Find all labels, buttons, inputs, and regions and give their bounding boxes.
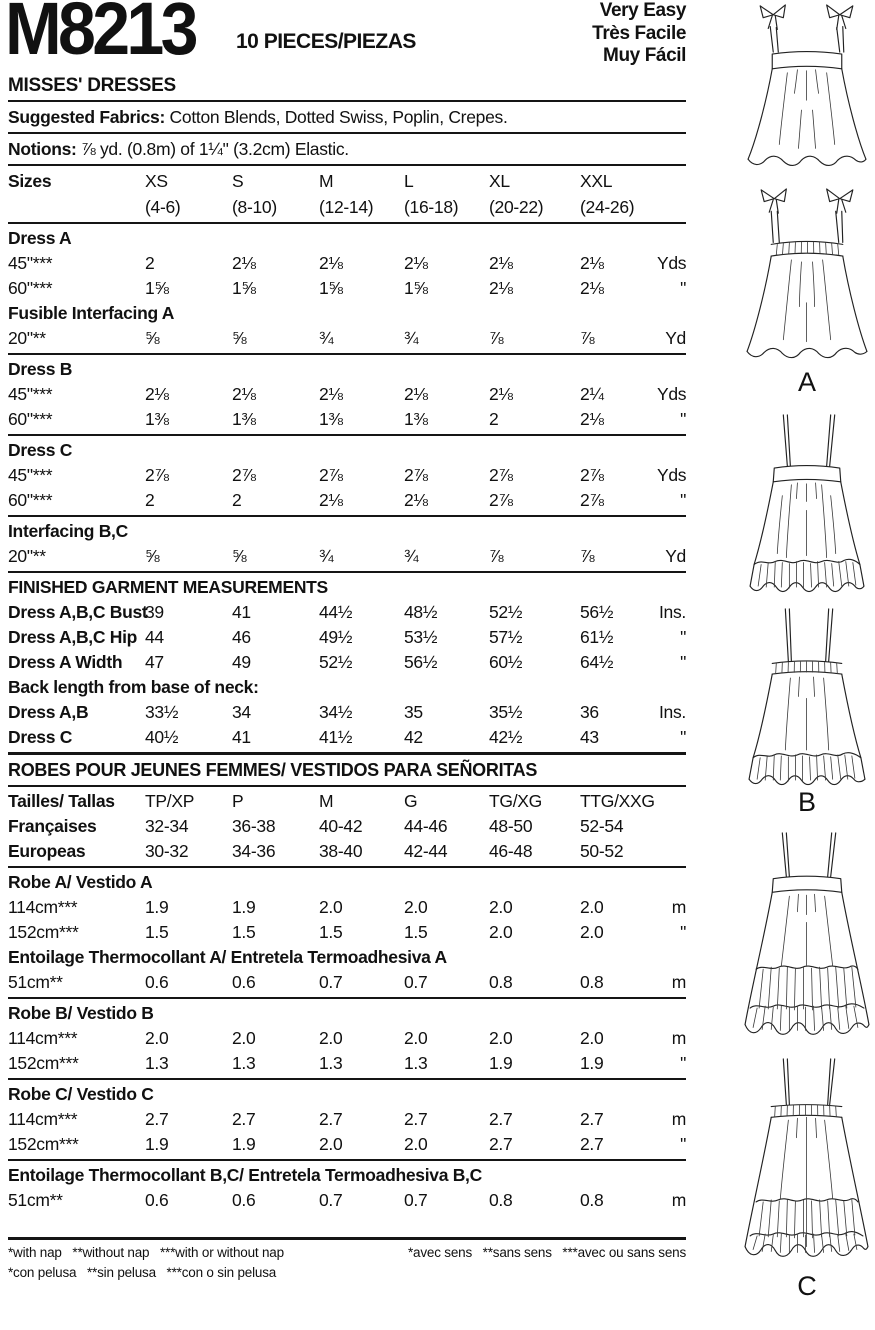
value-cell: 2⅞: [580, 490, 604, 510]
size-name: XS: [145, 171, 168, 191]
value-cell: 2.7: [489, 1134, 513, 1154]
value-cell: 35: [404, 702, 423, 722]
table-row: [8, 1188, 686, 1213]
value-cell: 2: [145, 490, 155, 510]
row-label: 51cm**: [8, 972, 63, 992]
value-cell: 2.0: [489, 922, 513, 942]
value-cell: 1.9: [145, 1134, 169, 1154]
section-heading: Entoilage Thermocollant B,C/ Entretela Termoadhesiva B,C: [8, 1165, 482, 1185]
row-label: Dress A,B,C Hip: [8, 627, 138, 647]
value-cell: 1.3: [145, 1053, 169, 1073]
difficulty-fr: Très Facile: [592, 22, 686, 44]
value-cell: 41½: [319, 727, 353, 747]
value-cell: 46: [232, 627, 251, 647]
divider: [8, 997, 686, 999]
unit-cell: m: [671, 1190, 686, 1210]
size-range: (12-14): [319, 197, 374, 217]
value-cell: 2⅞: [232, 465, 256, 485]
section-heading: Dress C: [8, 440, 73, 460]
table-row: [8, 650, 686, 675]
value-cell: 2⅛: [232, 253, 256, 273]
row-label: 152cm***: [8, 1053, 79, 1073]
unit-cell: ": [680, 1134, 686, 1154]
row-label: Europeas: [8, 841, 86, 861]
value-cell: 64½: [580, 652, 614, 672]
size-name: XL: [489, 171, 510, 191]
divider: [8, 353, 686, 355]
value-cell: ¾: [319, 546, 334, 566]
footnotes: [8, 1243, 686, 1283]
fabrics-label: Suggested Fabrics:: [8, 107, 165, 127]
value-cell: ⅞: [489, 546, 504, 566]
value-cell: 1.5: [319, 922, 343, 942]
value-cell: 46-48: [489, 841, 533, 861]
value-cell: 44: [145, 627, 164, 647]
view-label-c: C: [797, 1271, 817, 1301]
value-cell: ⅝: [145, 546, 160, 566]
value-cell: 2.7: [232, 1109, 256, 1129]
value-cell: 30-32: [145, 841, 189, 861]
section-heading: Entoilage Thermocollant A/ Entretela Termoadhesiva A: [8, 947, 447, 967]
value-cell: ⅝: [232, 328, 247, 348]
value-cell: 53½: [404, 627, 438, 647]
difficulty-en: Very Easy: [599, 0, 686, 21]
difficulty-block: [592, 0, 686, 68]
value-cell: 2.7: [580, 1134, 604, 1154]
value-cell: 1⅜: [319, 409, 343, 429]
divider: [8, 1159, 686, 1161]
dress-a-back-illustration: [739, 186, 875, 366]
unit-cell: m: [671, 972, 686, 992]
value-cell: 44-46: [404, 816, 448, 836]
size-range: (4-6): [145, 197, 181, 217]
value-cell: 1.9: [232, 897, 256, 917]
size-header: [8, 168, 686, 220]
value-cell: 57½: [489, 627, 523, 647]
value-cell: 52½: [489, 602, 523, 622]
divider: [8, 571, 686, 573]
value-cell: 2⅞: [580, 465, 604, 485]
unit-cell: m: [671, 897, 686, 917]
pattern-number: M8213: [5, 0, 195, 70]
category-title: MISSES' DRESSES: [8, 75, 176, 96]
value-cell: 1⅝: [145, 278, 169, 298]
value-cell: 2⅛: [404, 253, 428, 273]
value-cell: ¾: [404, 546, 419, 566]
section-heading: Robe A/ Vestido A: [8, 872, 153, 892]
divider: [8, 785, 686, 787]
value-cell: 0.6: [232, 1190, 256, 1210]
table-row: [8, 407, 686, 432]
value-cell: 2.0: [145, 1028, 169, 1048]
value-cell: 61½: [580, 627, 614, 647]
value-cell: 43: [580, 727, 599, 747]
row-label: Dress C: [8, 727, 73, 747]
table-row: [8, 382, 686, 407]
unit-cell: ": [680, 490, 686, 510]
value-cell: 2.0: [232, 1028, 256, 1048]
footnote-english: *with nap **without nap ***with or without nap: [8, 1245, 284, 1260]
unit-cell: ": [680, 652, 686, 672]
view-label-b: B: [797, 787, 816, 817]
divider: [8, 434, 686, 436]
unit-cell: ": [680, 627, 686, 647]
table-row: [8, 814, 686, 839]
value-cell: 1.9: [145, 897, 169, 917]
section-heading: Robe B/ Vestido B: [8, 1003, 154, 1023]
size-range: (24-26): [580, 197, 635, 217]
row-label: 51cm**: [8, 1190, 63, 1210]
unit-cell: [657, 839, 686, 864]
view-label-a: A: [797, 367, 816, 397]
table-row: [8, 1051, 686, 1076]
section-heading: Fusible Interfacing A: [8, 303, 175, 323]
value-cell: 1.9: [489, 1053, 513, 1073]
row-label: 45"***: [8, 384, 53, 404]
section-heading: Dress A: [8, 228, 72, 248]
row-label: Dress A,B,C Bust: [8, 602, 148, 622]
value-cell: 0.8: [489, 972, 513, 992]
row-label: 114cm***: [8, 1028, 78, 1048]
value-cell: 1⅝: [232, 278, 256, 298]
table-row: [8, 544, 686, 569]
unit-cell: Yd: [665, 328, 686, 348]
dress-c-back-illustration: [739, 1056, 875, 1268]
row-label: 152cm***: [8, 922, 79, 942]
value-cell: M: [319, 791, 334, 811]
value-cell: ⅝: [232, 546, 247, 566]
value-cell: 2⅛: [489, 384, 513, 404]
value-cell: 2: [145, 253, 155, 273]
unit-cell: m: [671, 1028, 686, 1048]
value-cell: 2⅛: [580, 278, 604, 298]
value-cell: 2.0: [404, 897, 428, 917]
dress-c-front-illustration: [739, 830, 875, 1046]
value-cell: 44½: [319, 602, 353, 622]
divider: [8, 132, 686, 134]
value-cell: 42-44: [404, 841, 448, 861]
value-cell: 1.9: [232, 1134, 256, 1154]
value-cell: 2¼: [580, 384, 604, 404]
value-cell: 1.9: [580, 1053, 604, 1073]
row-label: 114cm***: [8, 897, 78, 917]
divider: [8, 222, 686, 224]
value-cell: 2⅛: [319, 490, 343, 510]
value-cell: 1.3: [404, 1053, 428, 1073]
value-cell: 2⅛: [145, 384, 169, 404]
unit-cell: [657, 814, 686, 839]
size-range: (16-18): [404, 197, 459, 217]
table-row: [8, 839, 686, 864]
section-heading: Back length from base of neck:: [8, 677, 259, 697]
row-label: 20"**: [8, 546, 46, 566]
value-cell: 0.8: [489, 1190, 513, 1210]
value-cell: 2.0: [580, 1028, 604, 1048]
value-cell: 34-36: [232, 841, 276, 861]
table-row: [8, 970, 686, 995]
divider: [8, 752, 686, 755]
value-cell: 41: [232, 602, 251, 622]
value-cell: 2⅛: [404, 384, 428, 404]
dress-a-front-illustration: [739, 0, 875, 172]
table-row: [8, 789, 686, 814]
value-cell: ¾: [319, 328, 334, 348]
value-cell: TTG/XXG: [580, 791, 655, 811]
value-cell: 2.0: [319, 1028, 343, 1048]
value-cell: 2⅛: [319, 253, 343, 273]
value-cell: ⅞: [580, 546, 595, 566]
divider: [8, 1078, 686, 1080]
value-cell: 40-42: [319, 816, 363, 836]
value-cell: 2.7: [580, 1109, 604, 1129]
table-title: ROBES POUR JEUNES FEMMES/ VESTIDOS PARA SEÑORITAS: [8, 760, 538, 780]
row-label: 60"***: [8, 409, 53, 429]
value-cell: 0.7: [319, 972, 343, 992]
value-cell: 41: [232, 727, 251, 747]
footnote-french: *avec sens **sans sens ***avec ou sans sens: [407, 1245, 686, 1260]
table-row: [8, 600, 686, 625]
row-label: 45"***: [8, 253, 53, 273]
value-cell: 2.0: [319, 1134, 343, 1154]
value-cell: 2⅛: [232, 384, 256, 404]
value-cell: 52-54: [580, 816, 624, 836]
value-cell: 0.6: [232, 972, 256, 992]
divider: [8, 515, 686, 517]
row-label: 114cm***: [8, 1109, 78, 1129]
value-cell: 33½: [145, 702, 179, 722]
value-cell: 1.5: [232, 922, 256, 942]
value-cell: 34½: [319, 702, 353, 722]
value-cell: 0.6: [145, 972, 169, 992]
size-name: S: [232, 171, 244, 191]
table-row: [8, 1132, 686, 1157]
value-cell: 38-40: [319, 841, 363, 861]
value-cell: ⅞: [489, 328, 504, 348]
unit-cell: ": [680, 727, 686, 747]
divider: [8, 164, 686, 166]
yardage-table: [8, 168, 686, 1213]
value-cell: 32-34: [145, 816, 189, 836]
section-heading: Robe C/ Vestido C: [8, 1084, 154, 1104]
value-cell: 47: [145, 652, 164, 672]
value-cell: 1.3: [232, 1053, 256, 1073]
section-heading: Interfacing B,C: [8, 521, 128, 541]
value-cell: 2.0: [489, 897, 513, 917]
value-cell: 34: [232, 702, 251, 722]
value-cell: 2⅞: [489, 465, 513, 485]
size-name: L: [404, 171, 414, 191]
value-cell: 42½: [489, 727, 523, 747]
difficulty-es: Muy Fácil: [603, 45, 686, 66]
unit-cell: Yd: [665, 546, 686, 566]
value-cell: 39: [145, 602, 164, 622]
row-label: Dress A,B: [8, 702, 89, 722]
unit-cell: Ins.: [658, 702, 686, 722]
pieces-count: 10 PIECES/PIEZAS: [236, 30, 416, 53]
value-cell: 2.0: [489, 1028, 513, 1048]
unit-cell: ": [680, 922, 686, 942]
value-cell: 1⅝: [404, 278, 428, 298]
size-header-label: Sizes: [8, 171, 52, 191]
dress-b-front-illustration: [739, 412, 875, 594]
table-row: [8, 251, 686, 276]
size-range: (8-10): [232, 197, 277, 217]
notions-label: Notions:: [8, 139, 77, 159]
value-cell: 2.7: [145, 1109, 169, 1129]
value-cell: TG/XG: [489, 791, 542, 811]
value-cell: 2: [489, 409, 499, 429]
value-cell: ¾: [404, 328, 419, 348]
table-row: [8, 326, 686, 351]
value-cell: 1⅜: [145, 409, 169, 429]
row-label: 60"***: [8, 278, 53, 298]
table-row: [8, 488, 686, 513]
table-row: [8, 725, 686, 750]
value-cell: 35½: [489, 702, 523, 722]
value-cell: 49: [232, 652, 251, 672]
value-cell: 2⅛: [319, 384, 343, 404]
value-cell: ⅝: [145, 328, 160, 348]
value-cell: 0.7: [404, 1190, 428, 1210]
value-cell: 48-50: [489, 816, 533, 836]
value-cell: 2⅛: [580, 253, 604, 273]
value-cell: 36: [580, 702, 599, 722]
value-cell: 0.7: [319, 1190, 343, 1210]
value-cell: 2⅞: [145, 465, 169, 485]
value-cell: 48½: [404, 602, 438, 622]
value-cell: 1⅜: [232, 409, 256, 429]
value-cell: 2⅛: [580, 409, 604, 429]
section-heading: FINISHED GARMENT MEASUREMENTS: [8, 577, 328, 597]
row-label: Tailles/ Tallas: [8, 791, 115, 811]
table-row: [8, 920, 686, 945]
notions-value: ⅞ yd. (0.8m) of 1¼" (3.2cm) Elastic.: [76, 139, 349, 159]
value-cell: 0.6: [145, 1190, 169, 1210]
row-label: Françaises: [8, 816, 97, 836]
value-cell: 52½: [319, 652, 353, 672]
value-cell: 2⅞: [489, 490, 513, 510]
value-cell: 56½: [580, 602, 614, 622]
value-cell: 2⅞: [319, 465, 343, 485]
table-row: [8, 463, 686, 488]
footnote-spanish: *con pelusa **sin pelusa ***con o sin pelusa: [8, 1265, 277, 1280]
unit-cell: [657, 789, 686, 814]
value-cell: 2⅛: [489, 278, 513, 298]
dress-b-back-illustration: [739, 606, 875, 786]
value-cell: 40½: [145, 727, 179, 747]
row-label: 20"**: [8, 328, 46, 348]
row-label: 45"***: [8, 465, 53, 485]
footnote-line-2: [8, 1263, 686, 1283]
table-row: [8, 895, 686, 920]
value-cell: 2⅞: [404, 465, 428, 485]
unit-cell: m: [671, 1109, 686, 1129]
value-cell: 1⅝: [319, 278, 343, 298]
size-range: (20-22): [489, 197, 544, 217]
value-cell: 2.7: [319, 1109, 343, 1129]
suggested-fabrics-row: [8, 104, 686, 130]
value-cell: 2.0: [580, 897, 604, 917]
size-name: XXL: [580, 171, 613, 191]
value-cell: 56½: [404, 652, 438, 672]
value-cell: 60½: [489, 652, 523, 672]
value-cell: 49½: [319, 627, 353, 647]
value-cell: 36-38: [232, 816, 276, 836]
value-cell: 42: [404, 727, 423, 747]
value-cell: 1⅜: [404, 409, 428, 429]
notions-row: [8, 136, 686, 162]
value-cell: 2.7: [489, 1109, 513, 1129]
unit-cell: Ins.: [658, 602, 686, 622]
table-row: [8, 700, 686, 725]
table-row: [8, 1107, 686, 1132]
value-cell: P: [232, 791, 244, 811]
header: [5, 0, 686, 98]
footnote-line-1: [8, 1243, 686, 1263]
size-name: M: [319, 171, 334, 191]
fabrics-value: Cotton Blends, Dotted Swiss, Poplin, Crepes.: [165, 107, 508, 127]
value-cell: 0.8: [580, 1190, 604, 1210]
row-label: Dress A Width: [8, 652, 123, 672]
table-row: [8, 625, 686, 650]
value-cell: 2⅛: [489, 253, 513, 273]
value-cell: 2: [232, 490, 242, 510]
divider: [8, 100, 686, 102]
value-cell: 2.0: [404, 1028, 428, 1048]
main-column: [5, 0, 687, 1283]
unit-cell: Yds: [657, 253, 687, 273]
unit-cell: Yds: [657, 384, 687, 404]
value-cell: 2.7: [404, 1109, 428, 1129]
unit-cell: ": [680, 1053, 686, 1073]
row-label: 60"***: [8, 490, 53, 510]
value-cell: 2⅛: [404, 490, 428, 510]
value-cell: 1.5: [145, 922, 169, 942]
value-cell: TP/XP: [145, 791, 195, 811]
unit-cell: Yds: [657, 465, 687, 485]
unit-cell: ": [680, 409, 686, 429]
table-row: [8, 276, 686, 301]
value-cell: 0.8: [580, 972, 604, 992]
divider: [8, 1237, 686, 1240]
garment-views: [739, 0, 875, 1300]
section-heading: Dress B: [8, 359, 73, 379]
value-cell: 2.0: [319, 897, 343, 917]
unit-cell: ": [680, 278, 686, 298]
value-cell: ⅞: [580, 328, 595, 348]
value-cell: G: [404, 791, 418, 811]
value-cell: 50-52: [580, 841, 624, 861]
table-row: [8, 1026, 686, 1051]
row-label: 152cm***: [8, 1134, 79, 1154]
divider: [8, 866, 686, 868]
value-cell: 0.7: [404, 972, 428, 992]
value-cell: 1.3: [319, 1053, 343, 1073]
value-cell: 2.0: [580, 922, 604, 942]
value-cell: 2.0: [404, 1134, 428, 1154]
value-cell: 1.5: [404, 922, 428, 942]
